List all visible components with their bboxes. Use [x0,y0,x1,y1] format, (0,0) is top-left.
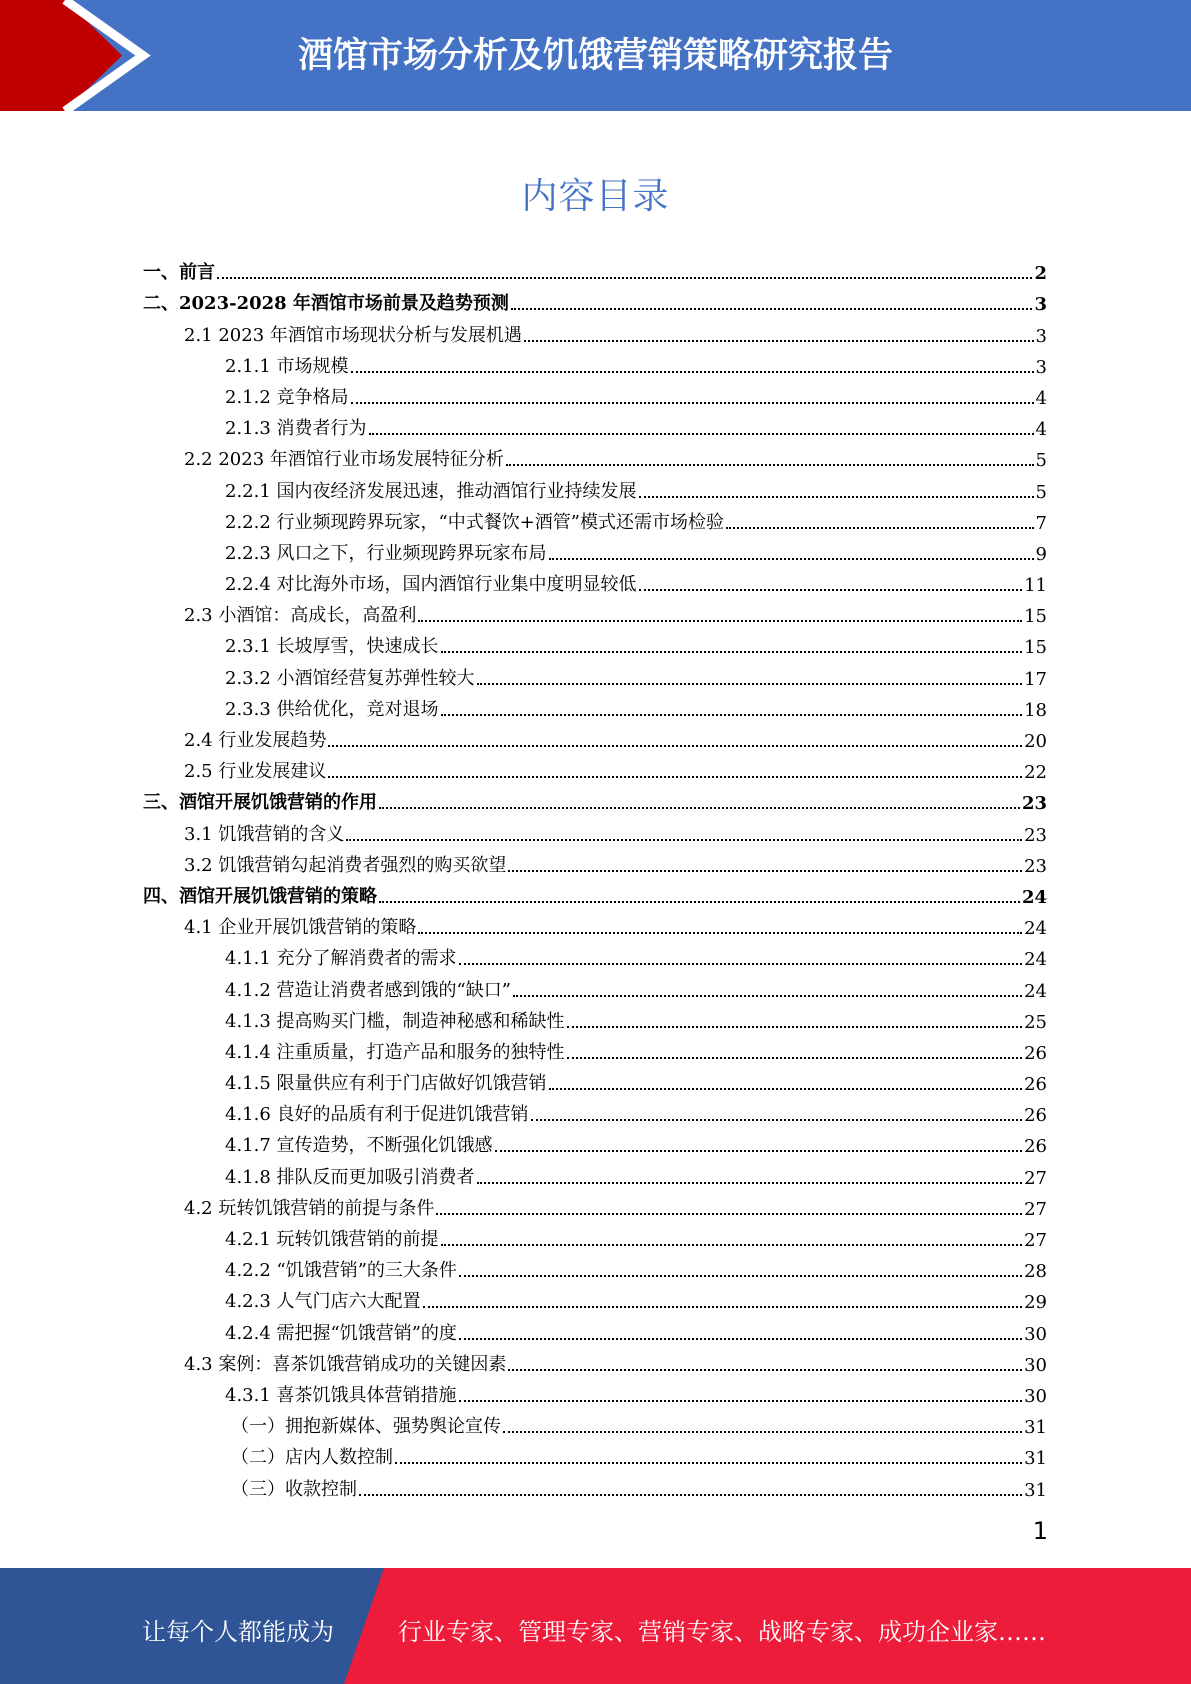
toc-leader-dots [418,931,1022,934]
toc-entry-page: 24 [1021,886,1047,908]
toc-leader-dots [508,869,1022,872]
toc-entry-label: 4.1.5 限量供应有利于门店做好饥饿营销 [225,1073,547,1095]
toc-leader-dots [441,713,1023,716]
toc-entry[interactable] [143,1220,1047,1251]
toc-entry-label: 3.2 饥饿营销勾起消费者强烈的购买欲望 [184,854,507,876]
toc-leader-dots [726,526,1034,529]
toc-entry-page: 30 [1024,1354,1047,1376]
toc-entry-page: 18 [1024,699,1047,721]
toc-entry[interactable] [143,378,1047,409]
toc-entry-page: 9 [1035,543,1047,565]
toc-entry[interactable] [143,347,1047,378]
toc-leader-dots [531,1118,1023,1121]
toc-entry-label: 2.2.4 对比海外市场，国内酒馆行业集中度明显较低 [225,574,637,596]
toc-entry-page: 24 [1024,918,1047,940]
toc-entry-label: 2.1.2 竞争格局 [225,386,349,408]
toc-leader-dots [459,962,1023,965]
toc-leader-dots [639,588,1023,591]
toc-leader-dots [477,682,1023,685]
toc-leader-dots [351,370,1034,373]
toc-entry-label: （一）拥抱新媒体、强势舆论宣传 [231,1416,501,1438]
toc-leader-dots [423,1305,1023,1308]
footer-banner [0,1568,1191,1684]
toc-entry-page: 27 [1024,1198,1047,1220]
toc-leader-dots [351,401,1034,404]
toc-leader-dots [395,1461,1022,1464]
toc-entry[interactable] [143,970,1047,1001]
toc-entry-label: 2.3.3 供给优化，竞对退场 [225,698,439,720]
toc-heading: 内容目录 [521,176,670,217]
toc-entry-label: 4.1.7 宣传造势，不断强化饥饿感 [225,1135,493,1157]
toc-leader-dots [359,1493,1022,1496]
toc-leader-dots [567,1056,1023,1059]
toc-entry-label: 四、酒馆开展饥饿营销的策略 [143,885,377,907]
toc-entry-label: 2.1.1 市场规模 [225,355,349,377]
toc-leader-dots [549,557,1034,560]
toc-entry-label: 2.1.3 消费者行为 [225,418,367,440]
toc-entry-label: 4.1.3 提高购买门槛，制造神秘感和稀缺性 [225,1010,565,1032]
toc-entry-page: 5 [1035,450,1047,472]
toc-entry-page: 27 [1024,1230,1047,1251]
toc-entry[interactable] [143,627,1047,658]
toc-entry[interactable] [143,939,1047,970]
toc-entry-page: 24 [1024,949,1047,971]
toc-leader-dots [328,775,1022,778]
toc-entry-page: 31 [1024,1479,1047,1501]
toc-entry[interactable] [143,690,1047,721]
toc-entry-label: 一、前言 [143,262,215,284]
toc-leader-dots [328,744,1022,747]
footer-slogan: 让每个人都能成为 [142,1618,334,1646]
footer-roles: 行业专家、管理专家、营销专家、战略专家、成功企业家…… [398,1618,1046,1646]
toc-entry-page: 31 [1024,1417,1047,1439]
report-title: 酒馆市场分析及饥饿营销策略研究报告 [297,36,893,76]
toc-entry[interactable] [143,534,1047,565]
toc-entry[interactable] [143,1033,1047,1064]
toc-entry[interactable] [143,596,1047,627]
toc-entry-label: 4.1 企业开展饥饿营销的策略 [184,917,417,939]
toc-leader-dots [524,339,1034,342]
toc-entry[interactable] [143,253,1047,284]
toc-entry-page: 24 [1024,980,1047,1002]
toc-entry-page: 3 [1035,356,1047,378]
toc-leader-dots [436,1212,1022,1215]
toc-entry[interactable] [143,565,1047,596]
toc-entry[interactable] [143,1313,1047,1344]
toc-entry-label: 2.2.1 国内夜经济发展迅速，推动酒馆行业持续发展 [225,480,637,502]
toc-entry-page: 22 [1024,762,1047,784]
toc-entry[interactable] [143,1345,1047,1376]
toc-entry-page: 3 [1035,325,1047,347]
toc-entry-page: 23 [1024,855,1047,877]
toc-entry-page: 29 [1024,1292,1047,1314]
toc-entry-label: 2.5 行业发展建议 [184,761,327,783]
toc-entry-page: 2 [1034,263,1047,285]
toc-leader-dots [511,307,1033,310]
toc-entry[interactable] [143,315,1047,346]
toc-leader-dots [503,1430,1022,1433]
toc-leader-dots [217,276,1032,279]
toc-entry-label: 2.2 2023 年酒馆行业市场发展特征分析 [184,449,504,471]
toc-entry-page: 17 [1024,668,1047,690]
toc-leader-dots [441,650,1023,653]
toc-entry-label: 4.1.1 充分了解消费者的需求 [225,948,457,970]
toc-entry-page: 26 [1024,1042,1047,1064]
toc-entry-label: 三、酒馆开展饥饿营销的作用 [143,792,377,814]
toc-entry-label: 4.2.1 玩转饥饿营销的前提 [225,1229,439,1250]
toc-entry-label: 2.4 行业发展趋势 [184,730,327,751]
page-number: 1 [1032,1517,1048,1545]
toc-leader-dots [459,1337,1022,1340]
toc-entry-label: 二、2023-2028 年酒馆市场前景及趋势预测 [143,293,509,315]
toc-entry-label: 4.1.6 良好的品质有利于促进饥饿营销 [225,1104,529,1126]
toc-entry[interactable] [143,846,1047,877]
toc-entry-page: 26 [1024,1074,1047,1096]
table-of-contents [143,253,1047,1501]
toc-entry[interactable] [143,1002,1047,1033]
toc-entry[interactable] [143,409,1047,440]
toc-entry-page: 23 [1021,793,1047,815]
toc-entry[interactable] [143,1251,1047,1282]
toc-entry[interactable] [143,440,1047,471]
toc-entry[interactable] [143,1282,1047,1313]
toc-entry[interactable] [143,1095,1047,1126]
toc-entry-label: 4.1.4 注重质量，打造产品和服务的独特性 [225,1041,565,1063]
toc-entry-label: 4.2.2 “饥饿营销”的三大条件 [225,1260,457,1282]
toc-leader-dots [513,994,1022,997]
toc-leader-dots [459,1274,1022,1277]
toc-entry-page: 20 [1024,731,1047,752]
toc-entry-label: （三）收款控制 [231,1478,357,1500]
toc-entry-page: 28 [1024,1261,1047,1283]
toc-entry[interactable] [143,1376,1047,1407]
toc-entry[interactable] [143,284,1047,315]
toc-entry-page: 30 [1024,1385,1047,1407]
toc-leader-dots [379,806,1020,809]
header-banner [0,0,1191,111]
toc-entry[interactable] [143,783,1047,814]
toc-leader-dots [379,900,1020,903]
toc-entry[interactable] [143,814,1047,845]
toc-entry-page: 31 [1024,1448,1047,1470]
toc-entry-label: 2.2.2 行业频现跨界玩家，“中式餐饮+酒管”模式还需市场检验 [225,511,725,533]
toc-leader-dots [495,1149,1023,1152]
toc-entry-page: 23 [1024,824,1047,846]
toc-entry[interactable] [143,1438,1047,1469]
toc-leader-dots [459,1399,1023,1402]
toc-entry-label: 2.2.3 风口之下，行业频现跨界玩家布局 [225,542,547,564]
toc-entry-page: 7 [1035,512,1047,534]
toc-leader-dots [441,1243,1023,1246]
toc-entry-page: 11 [1024,575,1047,597]
toc-entry-page: 4 [1035,387,1047,409]
toc-entry[interactable] [143,908,1047,939]
toc-entry-page: 3 [1034,294,1047,316]
toc-leader-dots [477,1181,1023,1184]
toc-entry-label: 4.3.1 喜茶饥饿具体营销措施 [225,1384,457,1406]
toc-entry[interactable] [143,471,1047,502]
toc-entry[interactable] [143,721,1047,752]
toc-entry-label: 3.1 饥饿营销的含义 [184,823,345,845]
toc-entry[interactable] [143,1407,1047,1438]
toc-entry-label: 4.1.8 排队反而更加吸引消费者 [225,1166,475,1188]
toc-entry-page: 30 [1024,1323,1047,1345]
toc-entry[interactable] [143,1189,1047,1220]
toc-entry[interactable] [143,752,1047,783]
toc-entry-label: 4.3 案例：喜茶饥饿营销成功的关键因素 [184,1353,507,1375]
toc-leader-dots [418,619,1022,622]
toc-entry-label: 2.1 2023 年酒馆市场现状分析与发展机遇 [184,324,522,346]
toc-leader-dots [369,432,1034,435]
toc-entry-label: 2.3.2 小酒馆经营复苏弹性较大 [225,667,475,689]
toc-entry-page: 26 [1024,1136,1047,1158]
toc-entry[interactable] [143,1469,1047,1500]
toc-entry[interactable] [143,1157,1047,1188]
toc-leader-dots [346,838,1022,841]
toc-entry-page: 4 [1035,419,1047,441]
toc-entry-label: 4.2 玩转饥饿营销的前提与条件 [184,1197,435,1219]
toc-entry-page: 25 [1024,1011,1047,1033]
toc-entry-page: 26 [1024,1105,1047,1127]
toc-entry-label: 4.2.4 需把握“饥饿营销”的度 [225,1322,457,1344]
toc-entry[interactable] [143,1126,1047,1157]
toc-entry-label: 2.3.1 长坡厚雪，快速成长 [225,636,439,658]
toc-entry[interactable] [143,503,1047,534]
toc-leader-dots [506,463,1034,466]
toc-leader-dots [508,1368,1022,1371]
toc-entry[interactable] [143,658,1047,689]
toc-entry-page: 15 [1024,606,1047,628]
toc-entry-label: 2.3 小酒馆：高成长，高盈利 [184,605,417,627]
toc-leader-dots [549,1087,1023,1090]
toc-entry-page: 15 [1024,637,1047,659]
toc-entry-label: 4.2.3 人气门店六大配置 [225,1291,421,1313]
toc-entry-label: 4.1.2 营造让消费者感到饿的“缺口” [225,979,511,1001]
toc-entry-page: 5 [1035,481,1047,503]
toc-entry-page: 27 [1024,1167,1047,1189]
toc-entry-label: （二）店内人数控制 [231,1447,393,1469]
toc-leader-dots [567,1025,1023,1028]
toc-leader-dots [639,495,1034,498]
toc-entry[interactable] [143,1064,1047,1095]
toc-entry[interactable] [143,877,1047,908]
